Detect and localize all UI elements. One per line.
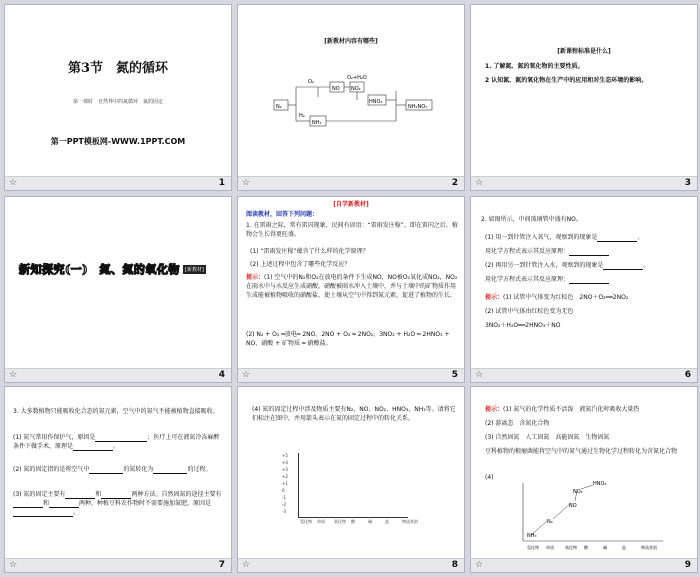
question-4: (4) 氮的固定过程中涉及物质主要有N₂、NO、NO₂、HNO₃、NH₃等。请将它们标注在图中，并用箭头表示在氮的固定过程中的转化关系。 xyxy=(252,406,456,422)
star-icon[interactable]: ☆ xyxy=(242,178,251,188)
slide-thumbnail-7[interactable] xyxy=(4,386,232,573)
star-icon[interactable]: ☆ xyxy=(9,370,18,380)
slide-number: 9 xyxy=(684,560,691,570)
x-tick-label: 酸 xyxy=(351,519,355,524)
node-product: NH₄NO₃ xyxy=(408,104,428,110)
question-2a-equation: 用化学方程式表示其反应原理： xyxy=(485,247,691,256)
slide-number: 7 xyxy=(218,560,225,570)
question-2a: (1) 用一到针管注入氧气，观察到的现象是 。 xyxy=(485,234,644,241)
y-tick-label: +3 xyxy=(282,467,288,472)
x-tick-label: 氧化物 xyxy=(334,519,346,524)
y-tick-label: +5 xyxy=(282,453,288,458)
x-tick-label: 氧化物 xyxy=(565,545,577,550)
question-3b: (2) 氮的固定指的是将空气中 的氮转化为 的过程。 xyxy=(13,466,212,473)
slide-subtitle: 第一课时 自然界中的氮循环 氮的固定 xyxy=(72,99,163,105)
node-n2: N₂ xyxy=(276,104,282,110)
species-n2: N₂ xyxy=(547,519,553,525)
question-3: 3. 大多数植物只能吸收化合态的氮元素，空气中的氮气不能被植物直接吸收。 xyxy=(13,408,219,415)
slide-header: [自学新教材] xyxy=(333,201,369,208)
star-icon[interactable]: ☆ xyxy=(475,560,484,570)
species-hno3: HNO₃ xyxy=(593,481,607,487)
slide-thumbnail-3[interactable] xyxy=(470,4,698,191)
slide-number: 2 xyxy=(451,178,458,188)
species-no2: NO₂ xyxy=(573,489,583,495)
answer-1: 提示：(1) 氮气的化学性质不活泼 液氮汽化时吸收大量热 xyxy=(485,406,640,413)
x-tick-label: 氢化物 xyxy=(527,545,539,550)
hint-2: (2) 试管中气体由红棕色变为无色 xyxy=(485,308,574,315)
star-icon[interactable]: ☆ xyxy=(475,370,484,380)
banner-text: 新知探究(一) 氮、氮的氧化物 xyxy=(19,263,180,276)
label-o2: O₂ xyxy=(308,79,314,85)
label-o2h2o: O₂+H₂O xyxy=(347,75,367,81)
question-3c: (3) 氮的固定主要有 和 两种方法。自然固氮的途径主要有和 两种。种植豆科农作物时不需要施加氮肥，原因是。 xyxy=(13,491,222,516)
answer-2: (2) 游离态 含氮化合物 xyxy=(485,420,550,427)
slide-footer xyxy=(5,558,231,572)
answer-3: (3) 自然固氮 人工固氮 高能固氮 生物固氮 xyxy=(485,434,610,441)
question-2b: (2) 再用另一到针管注入水，观察到的现象是 。 xyxy=(485,262,650,269)
hint-block xyxy=(246,273,458,300)
x-tick-label: 酸 xyxy=(584,545,588,550)
slide-thumbnail-8[interactable] xyxy=(237,386,465,573)
valence-chart-answer xyxy=(471,479,698,559)
question-1: 1. 在雷雨之际，常有雷闪现象，民间有谚语：“雷雨发庄稼”。即在雷闪之后，植物会生长得更旺盛。 xyxy=(246,222,458,238)
y-tick-label: 0 xyxy=(282,488,285,493)
badge: [新教材] xyxy=(184,266,204,273)
hint-3: 3NO₂＋H₂O══2HNO₃＋NO xyxy=(485,322,561,329)
y-tick-label: -2 xyxy=(282,502,286,507)
x-tick-label: 盐 xyxy=(385,519,389,524)
slide-number: 1 xyxy=(218,178,225,188)
objective-2: 2 认知氮、氮的氧化物在生产中的应用和对生态环境的影响。 xyxy=(485,77,648,84)
slide-thumbnail-4[interactable] xyxy=(4,196,232,383)
slide-footer xyxy=(238,558,464,572)
question-2b-equation: 用化学方程式表示其反应原理： xyxy=(485,275,691,284)
y-tick-label: +2 xyxy=(282,474,288,479)
slide-thumbnail-6[interactable] xyxy=(470,196,698,383)
slide-footer xyxy=(471,368,697,382)
y-tick-label: -3 xyxy=(282,509,286,514)
equation-block xyxy=(246,330,458,348)
x-axis-labels xyxy=(527,544,657,550)
question-1a: (1) “雷雨发庄稼”蕴含了什么样的化学原理？ xyxy=(250,248,369,255)
x-tick-label: 单质 xyxy=(317,519,325,524)
slide-footer xyxy=(5,368,231,382)
star-icon[interactable]: ☆ xyxy=(475,178,484,188)
y-tick-label: +1 xyxy=(282,481,288,486)
slide-number: 3 xyxy=(684,178,691,188)
species-no: NO xyxy=(569,503,577,509)
y-tick-label: +4 xyxy=(282,460,288,465)
hint-text: (1) 空气中的N₂和O₂在放电的条件下生成NO，NO被O₂氧化成NO₂，NO₂在雨水中与水反应生成硝酸，硝酸被雨水冲入土壤中，并与土壤中的矿物质作用生成能被植物吸收的硝酸盐，使土壤从空气中得到氮元素，促进了植物的生长。 xyxy=(246,274,458,299)
node-hno3: HNO₃ xyxy=(369,99,383,105)
section-banner xyxy=(19,259,206,279)
x-tick-label: 碱 xyxy=(368,519,372,524)
x-axis xyxy=(298,517,408,518)
slide-thumbnail-1[interactable] xyxy=(4,4,232,191)
question-3a: (1) 氮气常用作保护气，原因是 ；医疗上可在液氮冷冻麻醉条件下做手术，原理是 。 xyxy=(13,434,220,450)
star-icon[interactable]: ☆ xyxy=(9,178,18,188)
slide-header: [新教材内容有哪些] xyxy=(324,38,378,45)
question-2: 2. 如图所示，中间玻璃管中盛有NO。 xyxy=(481,216,582,223)
hint-label: 提示： xyxy=(246,274,265,281)
answer-3-detail: 豆科植物的根瘤菌能将空气中的氮气通过生物化学过程转化为含氮化合物 xyxy=(485,448,678,455)
slide-footer xyxy=(471,176,697,190)
slide-number: 8 xyxy=(451,560,458,570)
equation-label: (2) xyxy=(246,331,255,338)
slide-number: 5 xyxy=(451,370,458,380)
slide-thumbnail-5[interactable] xyxy=(237,196,465,383)
brand-text: 第一PPT模板网-WWW.1PPT.COM xyxy=(50,137,186,146)
x-tick-label: 氢化物 xyxy=(300,519,312,524)
star-icon[interactable]: ☆ xyxy=(9,560,18,570)
equation-text: N₂ + O₂ ═放电═ 2NO、2NO + O₂ ═ 2NO₂、3NO₂ + H₂O ═ 2HNO₃ + NO、硝酸 + 矿物质 ═ 硝酸盐。 xyxy=(246,331,450,347)
slide-number: 6 xyxy=(684,370,691,380)
node-no2: NO₂ xyxy=(351,86,361,92)
slide-header: [新课程标准是什么] xyxy=(557,48,611,55)
slide-footer xyxy=(471,558,697,572)
blank-valence-chart xyxy=(272,451,422,527)
slide-footer xyxy=(238,176,464,190)
star-icon[interactable]: ☆ xyxy=(242,370,251,380)
slide-title: 第3节 氮的循环 xyxy=(67,61,169,76)
question-1b: (2) 上述过程中包含了哪些化学反应？ xyxy=(250,261,351,268)
objective-1: 1. 了解氮、氮的氧化物的主要性质。 xyxy=(485,63,584,70)
label-h2: H₂ xyxy=(299,113,305,119)
nitrogen-flow-diagram xyxy=(238,73,465,153)
y-axis xyxy=(298,453,299,517)
x-tick-label: 物质类别 xyxy=(402,519,418,524)
y-tick-label: -1 xyxy=(282,495,286,500)
lead-text: 阅读教材，回答下列问题： xyxy=(246,211,319,218)
slide-number: 4 xyxy=(218,370,225,380)
node-no: NO xyxy=(332,86,340,92)
hint-1: 提示：(1) 试管中气体变为红棕色 2NO＋O₂══2NO₂ xyxy=(485,294,629,301)
x-tick-label: 物质类别 xyxy=(641,545,657,550)
x-tick-label: 盐 xyxy=(622,545,626,550)
answer-4-label: (4) xyxy=(485,474,494,481)
slide-footer xyxy=(238,368,464,382)
x-tick-label: 单质 xyxy=(546,545,554,550)
slide-thumbnail-2[interactable] xyxy=(237,4,465,191)
slide-thumbnail-9[interactable] xyxy=(470,386,698,573)
node-nh3: NH₃ xyxy=(312,120,322,126)
x-tick-label: 碱 xyxy=(603,545,607,550)
slide-footer xyxy=(5,176,231,190)
species-nh3: NH₃ xyxy=(527,533,537,539)
star-icon[interactable]: ☆ xyxy=(242,560,251,570)
